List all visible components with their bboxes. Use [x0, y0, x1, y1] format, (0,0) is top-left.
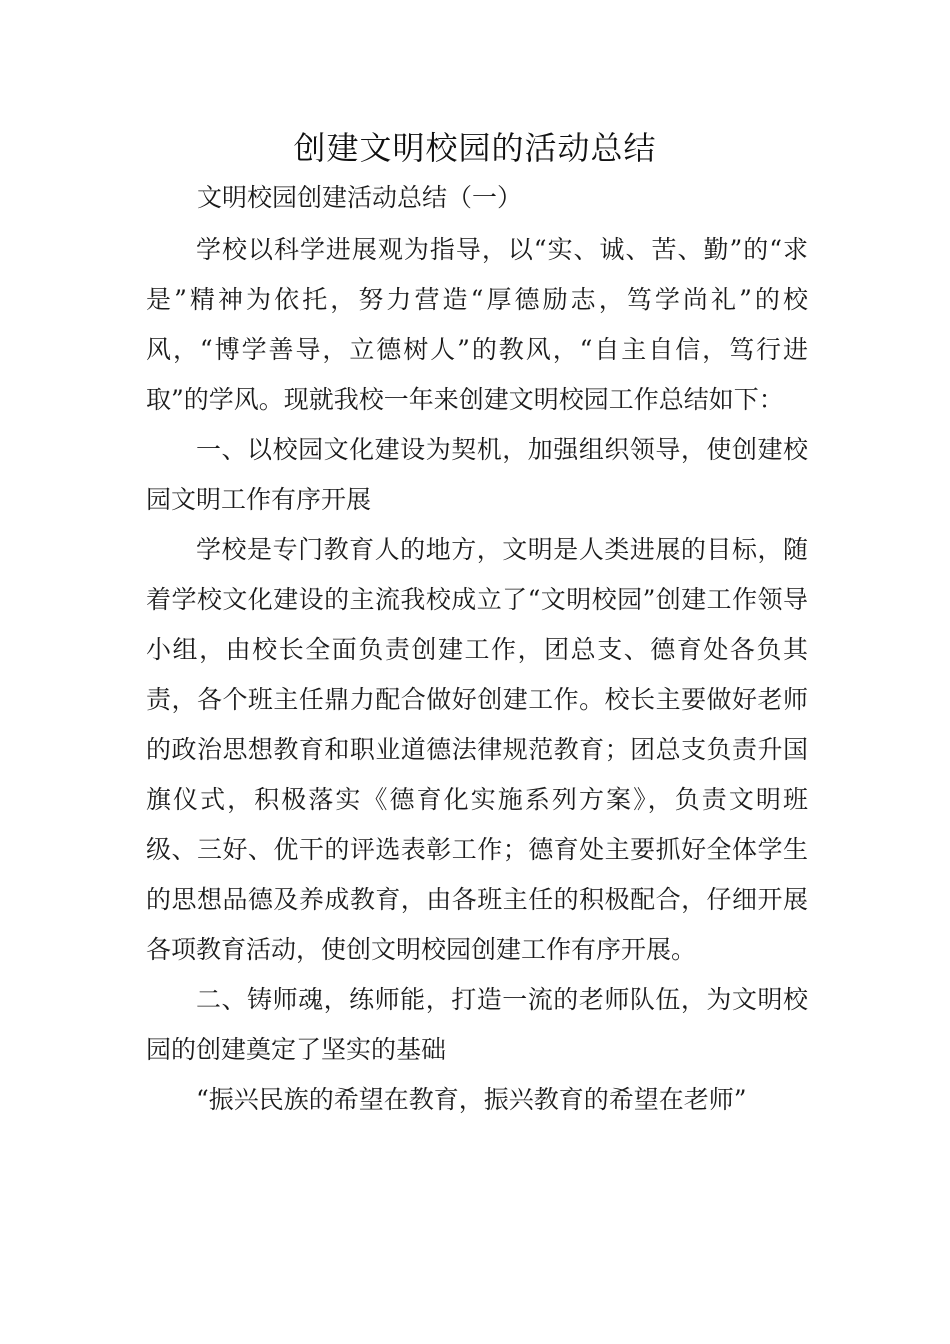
- paragraph-section-1: 学校是专门教育人的地方，文明是人类进展的目标，随着学校文化建设的主流我校成立了“文明校园”创建工作领导小组，由校长全面负责创建工作，团总支、德育处各负其责，各个班主任鼎力配合做好创建工作。校长主要做好老师的政治思想教育和职业道德法律规范教育；团总支负责升国旗仪式，积极落实《德育化实施系列方案》，负责文明班级、三好、优干的评选表彰工作；德育处主要抓好全体学生的思想品德及养成教育，由各班主任的积极配合，仔细开展各项教育活动，使创文明校园创建工作有序开展。: [146, 535, 808, 964]
- section-heading-2: 二、铸师魂，练师能，打造一流的老师队伍，为文明校园的创建奠定了坚实的基础: [146, 985, 808, 1064]
- document-title: 创建文明校园的活动总结: [293, 129, 657, 167]
- document-body: [146, 225, 808, 1125]
- paragraph-intro: 学校以科学进展观为指导，以“实、诚、苦、勤”的“求是”精神为依托，努力营造“厚德励志，笃学尚礼”的校风，“博学善导，立德树人”的教风，“自主自信，笃行进取”的学风。现就我校一年来创建文明校园工作总结如下：: [146, 235, 808, 414]
- paragraph-section-2: “振兴民族的希望在教育，振兴教育的希望在老师”: [196, 1085, 747, 1114]
- section-heading-1: 一、以校园文化建设为契机，加强组织领导，使创建校园文明工作有序开展: [146, 435, 808, 514]
- document-subtitle: 文明校园创建活动总结（一）: [197, 183, 523, 212]
